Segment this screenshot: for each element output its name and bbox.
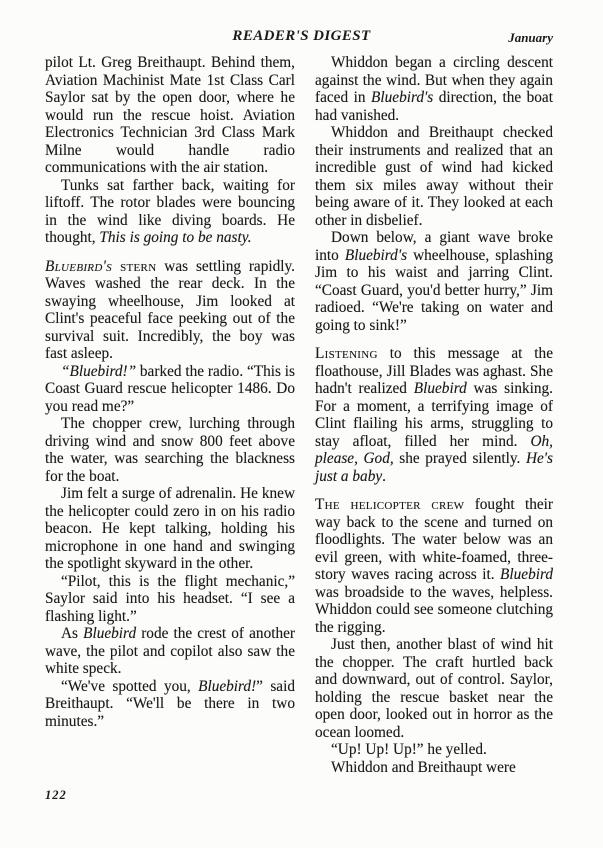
paragraph: [315, 124, 553, 229]
text-segment: Bluebird's: [45, 257, 112, 275]
text-segment: she prayed silently.: [393, 450, 526, 467]
text-segment: to this message at the floathouse, Jill Blades was aghast. She hadn't realized: [315, 345, 553, 397]
text-segment: “We've spotted you,: [61, 677, 199, 695]
text-segment: “Up! Up! Up!” he yelled.: [331, 741, 487, 758]
text-segment: Just then, another blast of wind hit the chopper. The craft hurtled back and downward, out of control. Saylor, holding the rescue basket near the open door, looked out in horror as the ocean loomed.: [315, 636, 553, 741]
text-segment: The helicopter crew: [315, 496, 465, 513]
text-segment: was sinking. For a moment, a terrifying image of Clint flailing his arms, struggling to stay afloat, filled her mind.: [315, 380, 554, 450]
text-column-right: [315, 54, 553, 776]
text-segment: Bluebird!: [198, 677, 257, 695]
text-segment: pilot Lt. Greg Breithaupt. Behind them, Aviation Machinist Mate 1st Class Carl Saylor sat by the open door, where he would run the rescue hoist. Aviation Electronics Technician 3rd Class Mark Milne would handle radio communications with the air station.: [45, 54, 295, 176]
paragraph: [45, 258, 295, 363]
text-segment: Listening: [315, 345, 378, 362]
text-segment: Whiddon and Breithaupt checked their instruments and realized that an incredible gust of wind had kicked them six miles away without their being aware of it. They looked at each other in disbelief.: [315, 124, 553, 229]
paragraph: [315, 229, 553, 334]
text-segment: Bluebird: [413, 380, 467, 397]
text-segment: “Bluebird!”: [61, 362, 137, 380]
paragraph: [45, 625, 295, 678]
paragraph: [45, 678, 295, 731]
paragraph: [315, 759, 553, 777]
text-segment: rode the crest of another wave, the pilot and copilot also saw the white speck.: [45, 625, 296, 677]
text-segment: Whiddon and Breithaupt were: [331, 758, 516, 776]
text-segment: was broadside to the waves, helpless. Whiddon could see someone clutching the rigging.: [315, 583, 553, 636]
text-segment: Jim felt a surge of adrenalin. He knew the helicopter could zero in on his radio beacon. He kept talking, holding his microphone in one hand and swinging the spotlight skyward in the other.: [45, 485, 295, 572]
text-segment: Oh, please, God,: [315, 432, 553, 467]
text-segment: stern: [111, 257, 157, 275]
paragraph: [45, 415, 295, 485]
paragraph: [45, 363, 295, 416]
paragraph: [315, 636, 553, 741]
text-segment: Down below, a giant wave broke into: [315, 229, 553, 264]
text-segment: Bluebird's: [371, 89, 434, 106]
text-segment: .: [382, 467, 386, 485]
paragraph: [45, 485, 295, 573]
text-segment: wheelhouse, splashing Jim to his waist and jarring Clint. “Coast Guard, you'd better hurry,” Jim radioed. “We're taking on water and going to sink!”: [315, 246, 553, 334]
text-segment: Tunks sat farther back, waiting for liftoff. The rotor blades were bouncing in the wind like diving boards. He thought,: [45, 176, 295, 246]
text-segment: Whiddon began a circling descent against the wind. But when they again faced in: [315, 54, 553, 106]
text-segment: barked the radio. “This is Coast Guard rescue helicopter 1486. Do you read me?”: [45, 362, 295, 415]
text-segment: direction, the boat had vanished.: [315, 89, 553, 124]
text-segment: fought their way back to the scene and turned on floodlights. The water below was an evil green, with white-foamed, three-story waves racing across it.: [315, 496, 553, 583]
paragraph: [45, 573, 295, 626]
paragraph: [315, 741, 553, 759]
text-segment: Bluebird: [83, 625, 137, 642]
paragraph: [315, 345, 553, 485]
text-segment: This is going to be nasty.: [99, 229, 252, 246]
paragraph: [315, 496, 553, 636]
text-column-left: [45, 54, 295, 730]
page-header-title: READER'S DIGEST: [232, 28, 371, 44]
text-segment: “Pilot, this is the flight mechanic,” Saylor said into his headset. “I see a flashing light.”: [45, 572, 295, 625]
paragraph: [315, 54, 553, 124]
text-segment: ” said Breithaupt. “We'll be there in two minutes.”: [45, 677, 295, 730]
text-segment: As: [61, 625, 84, 642]
page-header-issue: January: [508, 30, 553, 45]
text-segment: was settling rapidly. Waves washed the rear deck. In the swaying wheelhouse, Jim looked at Clint's peaceful face peeking out of the survival suit. Incredibly, the boy was fast asleep.: [45, 257, 295, 362]
paragraph: [45, 177, 295, 247]
text-segment: The chopper crew, lurching through driving wind and snow 800 feet above the water, was searching the blackness for the boat.: [45, 415, 295, 485]
page-number: 122: [45, 788, 67, 802]
text-segment: He's just a baby: [315, 450, 553, 485]
text-segment: Bluebird's: [344, 246, 408, 264]
paragraph: [45, 54, 295, 177]
text-segment: Bluebird: [500, 566, 553, 583]
